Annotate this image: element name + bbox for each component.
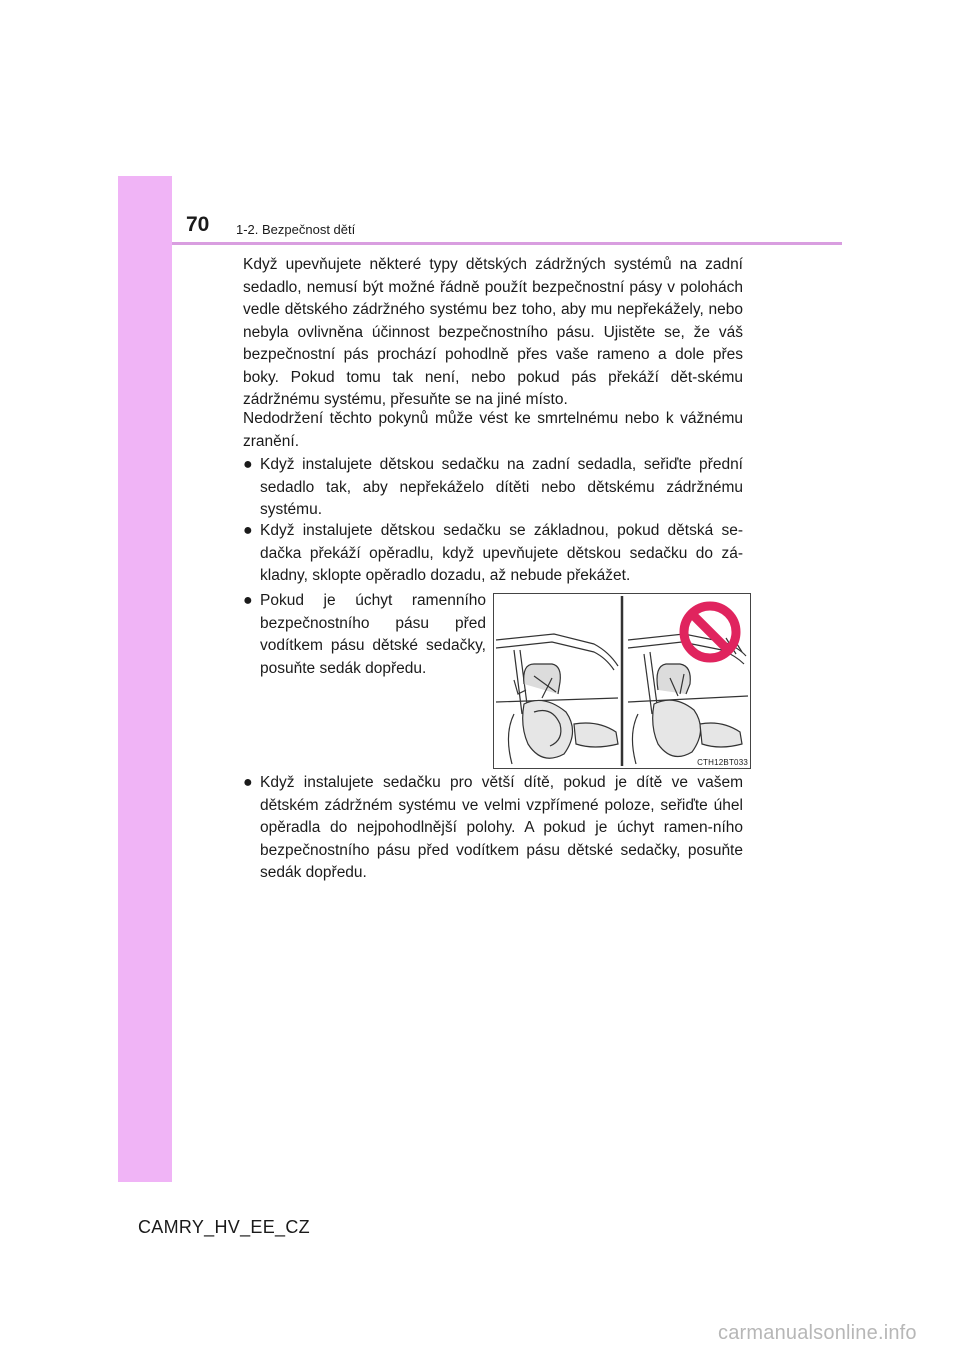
bullet-text: Když instalujete sedačku pro větší dítě, pokud je dítě ve vašem dětském zádržném systému ve velmi vzpřímené poloze, seřiďte úhel opěradla do nejpohodlnější polohy. A pokud je úchyt ramen-ního bezpečnostního pásu před vodítkem pásu dětské sedačky, posuňte sedák dopředu.	[260, 774, 743, 881]
car-seat-drawing	[494, 594, 750, 768]
bullet-icon: ●	[243, 774, 253, 791]
page-number: 70	[186, 213, 210, 236]
section-title: 1-2. Bezpečnost dětí	[236, 222, 356, 237]
bullet-icon: ●	[243, 592, 253, 609]
bullet-item	[243, 520, 743, 588]
model-code-footer: CAMRY_HV_EE_CZ	[138, 1217, 310, 1237]
bullet-item	[243, 454, 743, 522]
bullet-text: Když instalujete dětskou sedačku na zadní sedadla, seřiďte přední sedadlo tak, aby nepřekáželo dítěti nebo dětskému zádržnému systému.	[260, 456, 743, 518]
bullet-item	[243, 772, 743, 885]
bullet-item	[243, 590, 486, 680]
watermark[interactable]: carmanualsonline.info	[718, 1322, 917, 1344]
prohibition-icon	[684, 606, 736, 658]
paragraph-consequence: Nedodržení těchto pokynů může vést ke smrtelnému nebo k vážnému zranění.	[243, 410, 743, 450]
header-rule	[172, 242, 842, 245]
bullet-icon: ●	[243, 522, 253, 539]
seat-illustration	[493, 593, 751, 769]
bullet-text: Když instalujete dětskou sedačku se základnou, pokud dětská se-dačka překáží opěradlu, když upevňujete dětskou sedačku do zá-kladny, sklopte opěradlo dozadu, až nebude překážet.	[260, 522, 743, 584]
bullet-icon: ●	[243, 456, 253, 473]
paragraph-warning: Když upevňujete některé typy dětských zádržných systémů na zadní sedadlo, nemusí být možné řádně použít bezpečnostní pásy v polohách vedle dětského zádržného systému bez toho, aby mu nepřekážely, nebo nebyla ovlivněna účinnost bezpečnostního pásu. Ujistěte se, že váš bezpečnostní pás prochází pohodlně přes vaše rameno a dole přes boky. Pokud tomu tak není, nebo pokud pás překáží dět-skému zádržnému systému, přesuňte se na jiné místo.	[243, 256, 743, 408]
chapter-sidebar-tab	[118, 176, 172, 1182]
bullet-text: Pokud je úchyt ramenního bezpečnostního pásu před vodítkem pásu dětské sedačky, posuňte sedák dopředu.	[260, 592, 486, 677]
figure-code: CTH12BT033	[697, 758, 748, 767]
